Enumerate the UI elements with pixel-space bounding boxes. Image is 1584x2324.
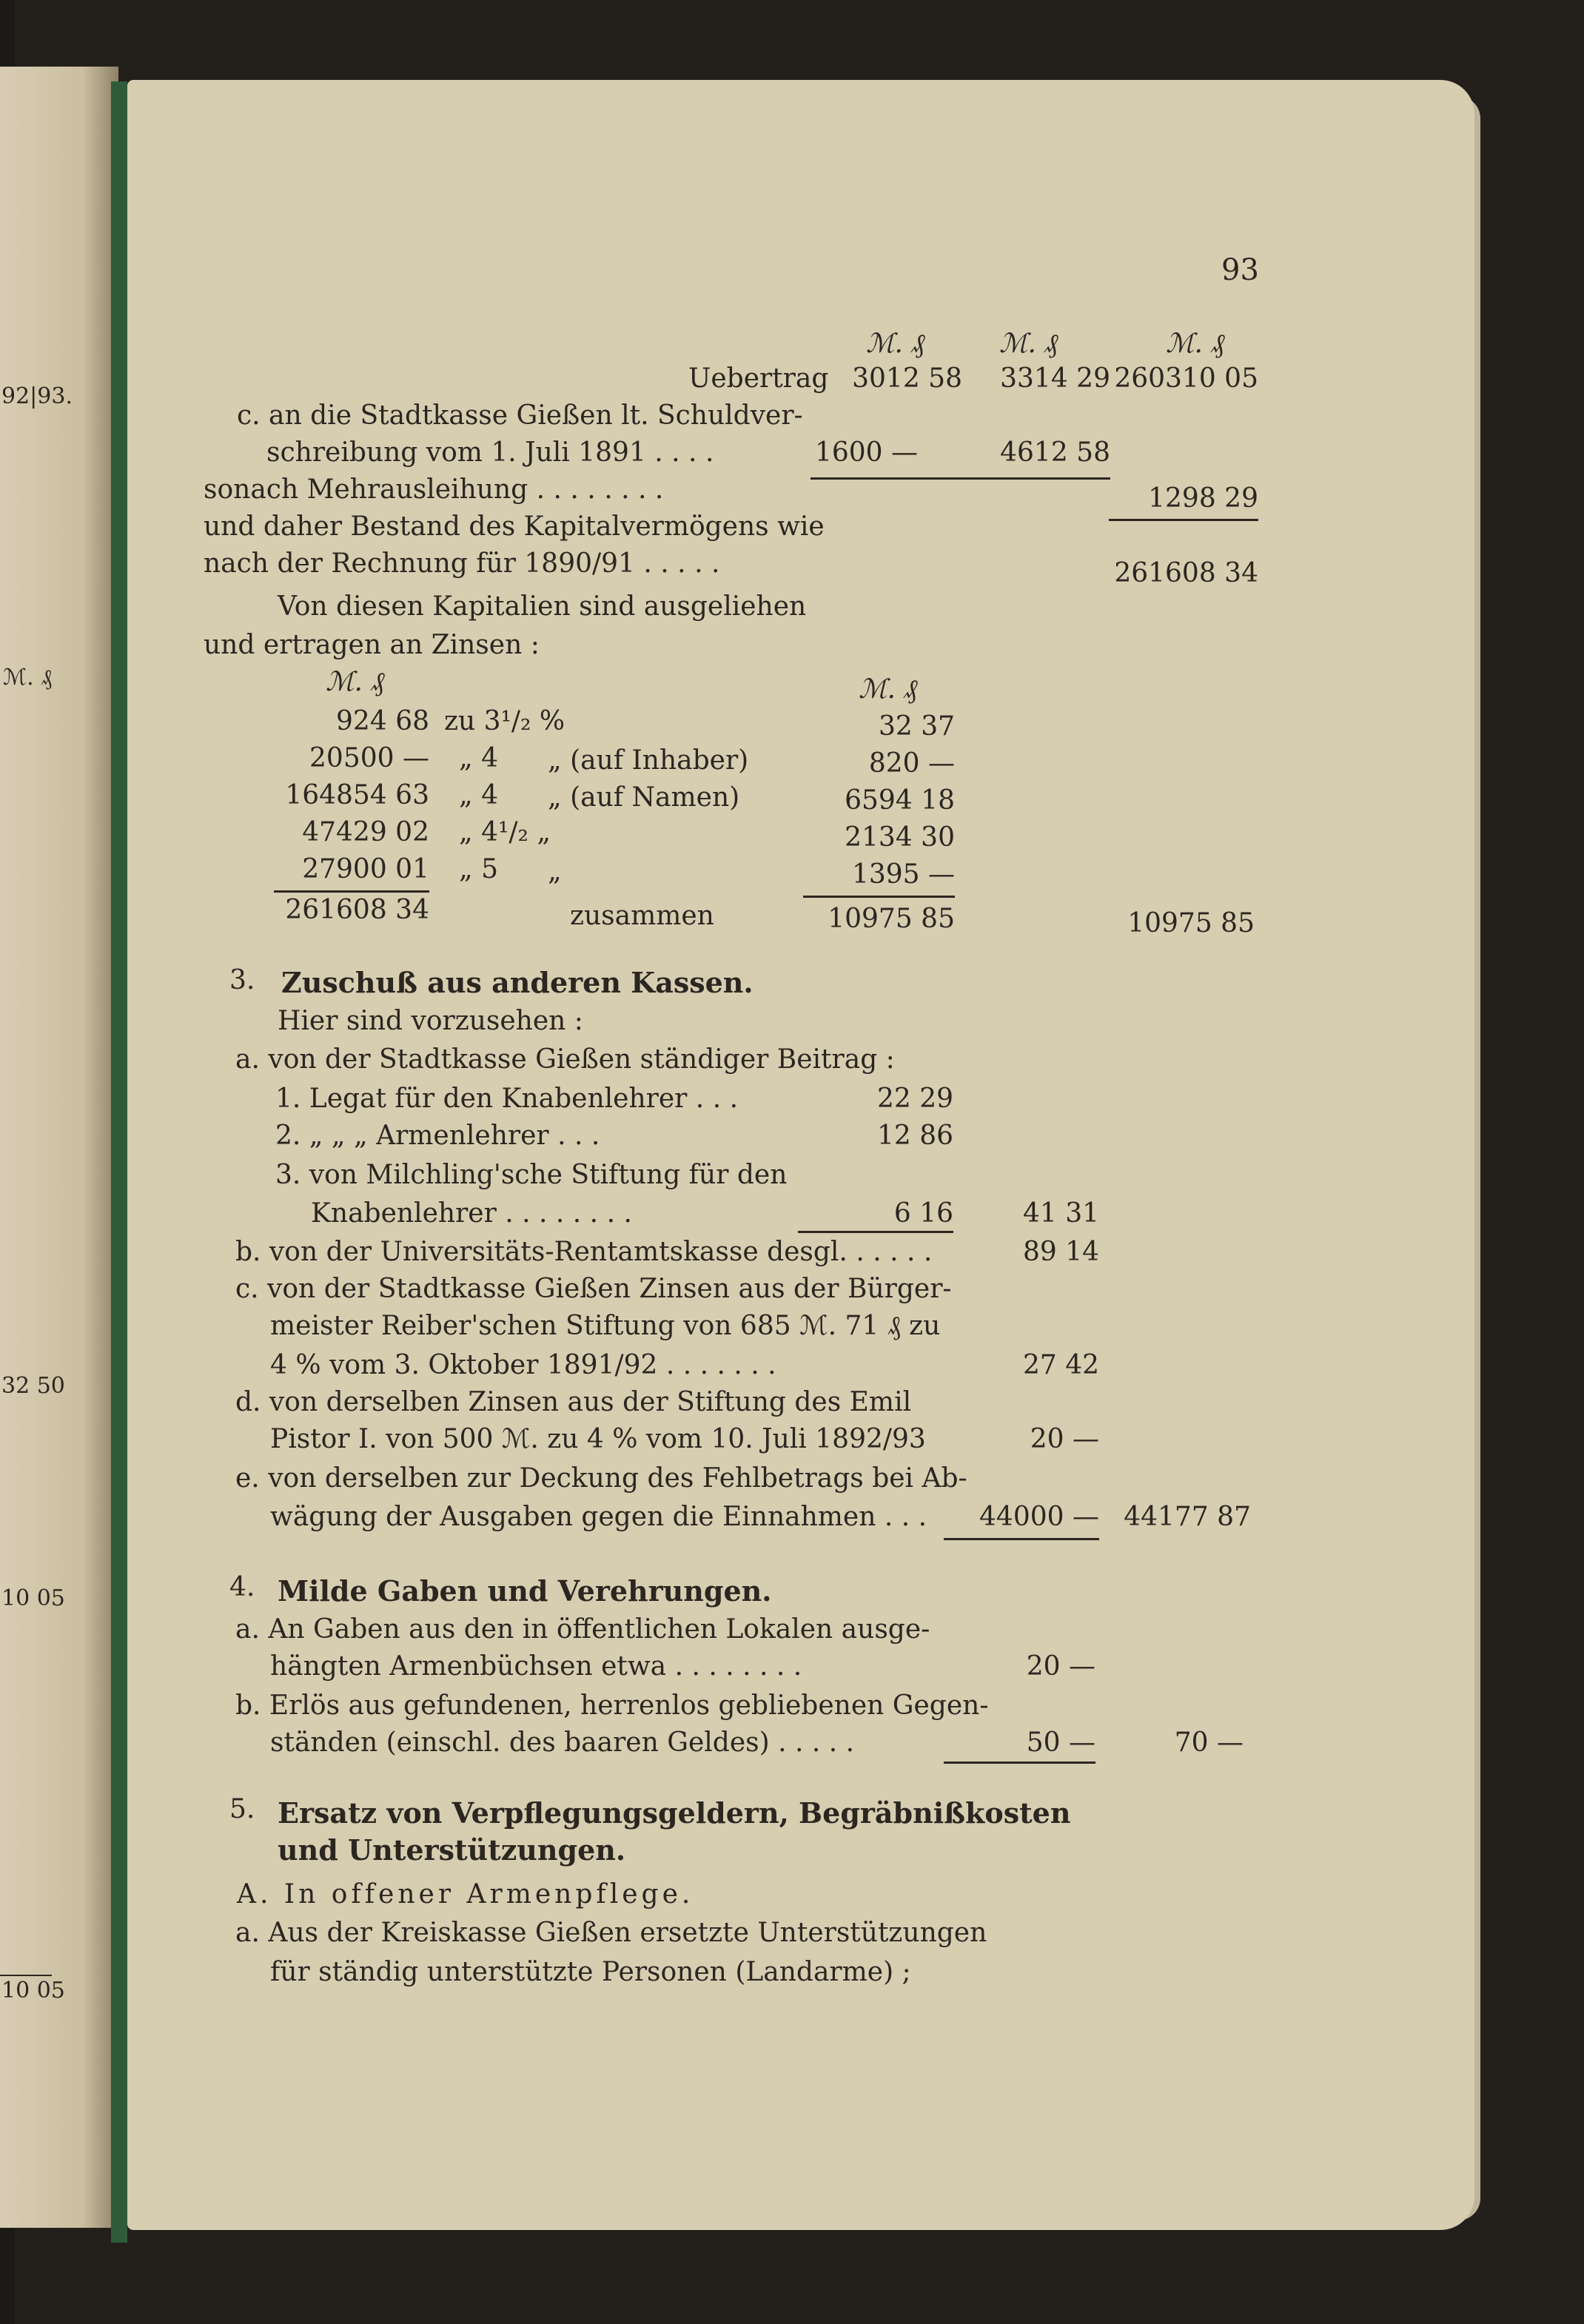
row-text: ständen (einschl. des baaren Geldes) . . . . . (270, 1727, 855, 1758)
row-text: d. von derselben Zinsen aus der Stiftung des Emil (235, 1387, 912, 1417)
value: 3314 29 (1000, 363, 1110, 394)
rule (944, 1538, 1099, 1540)
value: 70 — (1174, 1727, 1244, 1758)
row-text: a. von der Stadtkasse Gießen ständiger Beitrag : (235, 1044, 895, 1075)
page-number: 93 (1221, 253, 1259, 287)
interest-value: 2134 30 (845, 822, 955, 853)
rule (1109, 519, 1258, 521)
row-text: schreibung vom 1. Juli 1891 . . . . (266, 437, 714, 468)
margin-text: 32 50 (1, 1373, 65, 1399)
rate-note: „ (548, 856, 562, 887)
capital-value: 47429 02 (302, 817, 429, 847)
rate: „ 4 (459, 780, 498, 810)
section-number: 3. (229, 965, 255, 995)
rule (944, 1762, 1095, 1764)
row-text: 2. „ „ „ Armenlehrer . . . (275, 1121, 600, 1151)
value: 3012 58 (852, 363, 962, 394)
value: 41 31 (1022, 1198, 1099, 1229)
row-text: und daher Bestand des Kapitalvermögens wie (204, 511, 825, 542)
section-number: 4. (229, 1572, 255, 1602)
value: 20 — (1026, 1651, 1095, 1682)
value: 44000 — (979, 1502, 1099, 1532)
row-text: 4 % vom 3. Oktober 1891/92 . . . . . . . (270, 1350, 776, 1380)
section-title: Milde Gaben und Verehrungen. (278, 1574, 772, 1608)
row-text: Von diesen Kapitalien sind ausgeliehen (278, 591, 807, 622)
value: 89 14 (1022, 1237, 1099, 1267)
margin-rule (0, 1975, 52, 1976)
row-text: Hier sind vorzusehen : (278, 1006, 583, 1036)
value: 1298 29 (1148, 483, 1258, 514)
subsection-title: A. In offener Armenpflege. (237, 1879, 694, 1910)
capital-total: 261608 34 (285, 895, 429, 925)
rate: „ 5 (459, 854, 498, 884)
row-text: 3. von Milchling'sche Stiftung für den (275, 1160, 788, 1190)
row-label: Uebertrag (688, 363, 829, 394)
column-header: ℳ. ₰ (999, 329, 1058, 359)
margin-text: 92|93. (1, 383, 73, 409)
row-text: hängten Armenbüchsen etwa . . . . . . . . (270, 1651, 802, 1682)
capital-value: 924 68 (336, 706, 429, 736)
book-spine (111, 81, 127, 2243)
row-text: Pistor I. von 500 ℳ. zu 4 % vom 10. Juli 1892/93 (270, 1424, 926, 1454)
row-text: nach der Rechnung für 1890/91 . . . . . (204, 548, 720, 579)
rate: „ 4¹/₂ „ (459, 817, 551, 847)
value: 27 42 (1022, 1350, 1099, 1380)
row-text: e. von derselben zur Deckung des Fehlbetrags bei Ab- (235, 1463, 967, 1494)
row-text: c. von der Stadtkasse Gießen Zinsen aus der Bürger- (235, 1274, 952, 1304)
section-title: Zuschuß aus anderen Kassen. (281, 966, 754, 999)
margin-text: ℳ. ₰ (3, 665, 53, 691)
rate-note: „ (auf Inhaber) (548, 745, 749, 776)
value: 6 16 (893, 1198, 953, 1229)
rule (811, 477, 1110, 480)
capital-value: 164854 63 (285, 780, 429, 810)
interest-total: 10975 85 (828, 904, 955, 934)
interest-value: 820 — (868, 748, 955, 779)
value: 261608 34 (1114, 558, 1258, 588)
value: 12 86 (876, 1121, 953, 1151)
row-text: meister Reiber'schen Stiftung von 685 ℳ. 71 ₰ zu (270, 1311, 941, 1341)
value: 22 29 (876, 1084, 953, 1114)
column-header: ℳ. ₰ (1166, 329, 1225, 359)
value: 260310 05 (1114, 363, 1258, 394)
interest-value: 32 37 (878, 711, 955, 742)
value: 20 — (1030, 1424, 1099, 1454)
margin-text: 10 05 (1, 1585, 65, 1611)
value: 50 — (1026, 1727, 1095, 1758)
interest-value: 6594 18 (845, 785, 955, 816)
capital-value: 20500 — (309, 743, 429, 773)
row-text: für ständig unterstützte Personen (Landarme) ; (270, 1957, 911, 1987)
capital-value: 27900 01 (302, 854, 429, 884)
column-header: ℳ. ₰ (859, 674, 918, 705)
rule (798, 1231, 953, 1233)
section-number: 5. (229, 1794, 255, 1824)
row-text: sonach Mehrausleihung . . . . . . . . (204, 474, 664, 505)
column-header: ℳ. ₰ (866, 329, 925, 359)
row-text: c. an die Stadtkasse Gießen lt. Schuldver- (237, 400, 803, 431)
row-text: a. Aus der Kreiskasse Gießen ersetzte Unterstützungen (235, 1918, 987, 1948)
interest-value: 1395 — (851, 859, 955, 890)
row-text: Knabenlehrer . . . . . . . . (311, 1198, 632, 1229)
value: 4612 58 (1000, 437, 1110, 468)
row-text: b. von der Universitäts-Rentamtskasse desgl. . . . . . (235, 1237, 933, 1267)
row-text: wägung der Ausgaben gegen die Einnahmen . . . (270, 1502, 927, 1532)
value: 1600 — (814, 437, 918, 468)
row-text: 1. Legat für den Knabenlehrer . . . (275, 1084, 739, 1114)
rate: zu 3¹/₂ % (444, 706, 566, 736)
section-title: Ersatz von Verpflegungsgeldern, Begräbnißkosten (278, 1796, 1071, 1830)
row-label: zusammen (570, 901, 714, 931)
rule (803, 896, 955, 898)
rate-note: „ (auf Namen) (548, 782, 740, 813)
section-title: und Unterstützungen. (278, 1833, 626, 1867)
value: 10975 85 (1127, 908, 1255, 938)
column-header: ℳ. ₰ (326, 667, 385, 697)
row-text: a. An Gaben aus den in öffentlichen Lokalen ausge- (235, 1614, 930, 1645)
rate: „ 4 (459, 743, 498, 773)
margin-text: 10 05 (1, 1978, 65, 2004)
rule (274, 890, 429, 893)
row-text: und ertragen an Zinsen : (204, 630, 540, 660)
row-text: b. Erlös aus gefundenen, herrenlos gebliebenen Gegen- (235, 1690, 989, 1721)
value: 44177 87 (1124, 1502, 1251, 1532)
